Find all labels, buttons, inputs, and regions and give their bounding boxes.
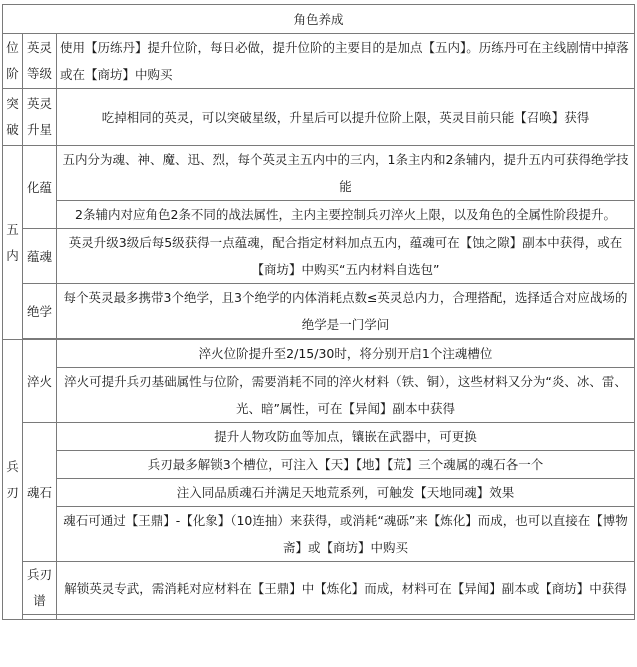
subcategory-line: 等级 (26, 66, 52, 81)
table-row-weapon-pu (3, 562, 635, 615)
description-hunshi-3: 注入同品质魂石并满足天地荒系列，可触发【天地同魂】效果 (57, 479, 635, 507)
subcategory-line: 英灵 (26, 96, 52, 111)
table-row-huayun-1 (3, 146, 635, 201)
category-level (3, 34, 23, 89)
table-row-breakthrough (3, 89, 635, 146)
subcategory-hero-level (23, 34, 57, 89)
subcategory-weapon-pu (23, 562, 57, 615)
table-title: 角色养成 (3, 5, 635, 34)
subcategory-line: 谱 (33, 593, 46, 608)
category-char: 刃 (6, 484, 19, 500)
category-char: 兵 (6, 458, 19, 474)
subcategory-yunhun: 蕴魂 (23, 229, 57, 284)
description-yunhun: 英灵升级3级后每5级获得一点蕴魂，配合指定材料加点五内，蕴魂可在【蚀之隙】副本中获得，或在【商坊】中购买“五内材料自选包” (57, 229, 635, 284)
subcategory-juexue: 绝学 (23, 284, 57, 339)
category-wunei (3, 146, 23, 340)
description-hunshi-4: 魂石可通过【王鼎】-【化象】（10连抽）来获得，或消耗“魂砾”来【炼化】而成，也可以直接在【博物斋】或【商坊】中购买 (57, 507, 635, 562)
category-weapon (3, 340, 23, 620)
table-row-level (3, 34, 635, 89)
subcategory-huayun: 化蕴 (23, 146, 57, 229)
description-huayun-2: 2条辅内对应角色2条不同的战法属性，主内主要控制兵刃淬火上限，以及角色的全属性阶段提升。 (57, 201, 635, 229)
category-char: 五 (6, 221, 19, 237)
subcategory-cuihuo: 淬火 (23, 340, 57, 423)
table-row-hunshi-1 (3, 423, 635, 451)
subcategory-hunshi: 魂石 (23, 423, 57, 562)
character-growth-table (2, 4, 635, 620)
table-row-huayun-2 (3, 201, 635, 229)
table-row-cuihuo-2 (3, 368, 635, 423)
description-cuihuo-1: 淬火位阶提升至2/15/30时，将分别开启1个注魂槽位 (57, 340, 635, 368)
table-row-bottom (3, 615, 635, 620)
category-char: 位 (6, 40, 19, 55)
table-row-hunshi-3 (3, 479, 635, 507)
table-row-cuihuo-1 (3, 340, 635, 368)
description-huayun-1: 五内分为魂、神、魔、迅、烈，每个英灵主五内中的三内，1条主内和2条辅内，提升五内可获得绝学技能 (57, 146, 635, 201)
description-breakthrough: 吃掉相同的英灵，可以突破星级，升星后可以提升位阶上限，英灵目前只能【召唤】获得 (57, 89, 635, 146)
description-level: 使用【历练丹】提升位阶，每日必做，提升位阶的主要目的是加点【五内】。历练丹可在主线剧情中掉落或在【商坊】中购买 (57, 34, 635, 89)
table-row-yunhun (3, 229, 635, 284)
description-weapon-pu: 解锁英灵专武，需消耗对应材料在【王鼎】中【炼化】而成，材料可在【异闻】副本或【商坊】中获得 (57, 562, 635, 615)
description-hunshi-2: 兵刃最多解锁3个槽位，可注入【天】【地】【荒】三个魂属的魂石各一个 (57, 451, 635, 479)
category-char: 内 (6, 247, 19, 263)
table-row-hunshi-2 (3, 451, 635, 479)
subcategory-hero-star (23, 89, 57, 146)
category-char: 阶 (6, 66, 19, 81)
subcategory-line: 兵刃 (26, 567, 52, 582)
table-row-juexue (3, 284, 635, 339)
bottom-cell (57, 615, 635, 620)
table-title-row (3, 5, 635, 34)
subcategory-line: 升星 (26, 122, 52, 137)
bottom-cell (23, 615, 57, 620)
category-char: 突 (6, 96, 19, 111)
category-breakthrough (3, 89, 23, 146)
description-cuihuo-2: 淬火可提升兵刃基础属性与位阶，需要消耗不同的淬火材料（铁、铜），这些材料又分为“炎、冰、雷、光、暗”属性，可在【异闻】副本中获得 (57, 368, 635, 423)
subcategory-line: 英灵 (26, 40, 52, 55)
description-hunshi-1: 提升人物攻防血等加点，镶嵌在武器中，可更换 (57, 423, 635, 451)
description-juexue: 每个英灵最多携带3个绝学，且3个绝学的内体消耗点数≤英灵总内力，合理搭配，选择适合对应战场的绝学是一门学问 (57, 284, 635, 339)
table-row-hunshi-4 (3, 507, 635, 562)
category-char: 破 (6, 122, 19, 137)
